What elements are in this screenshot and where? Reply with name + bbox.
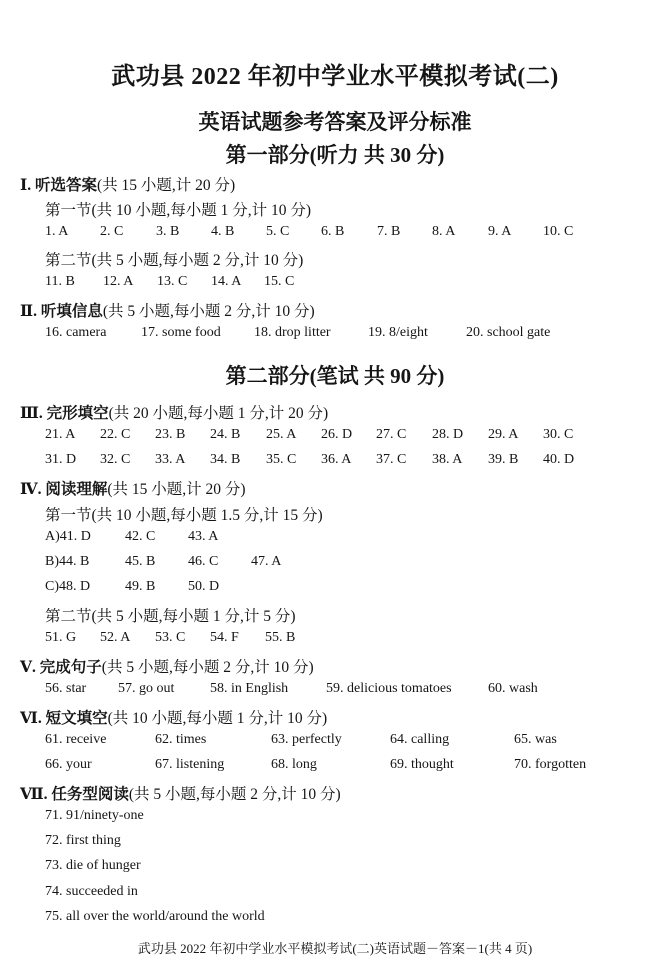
answer-item: 34. B <box>210 452 241 467</box>
part-two-heading: 第二部分(笔试 共 90 分) <box>225 364 445 388</box>
section-7-info: (共 5 小题,每小题 2 分,计 10 分) <box>128 786 341 803</box>
answer-item: 32. C <box>100 452 131 467</box>
answer-item: 12. A <box>103 274 134 289</box>
answer-item: 23. B <box>155 427 186 442</box>
answer-item: 47. A <box>251 554 282 569</box>
answer-item: 65. was <box>514 732 557 747</box>
answer-row-61-65 <box>0 732 670 752</box>
answer-item: 43. A <box>188 529 219 544</box>
answer-item: 3. B <box>156 224 180 239</box>
answer-item: 17. some food <box>141 325 221 340</box>
answer-item: 13. C <box>157 274 188 289</box>
answer-item: 36. A <box>321 452 352 467</box>
answer-item: 60. wash <box>488 681 538 696</box>
answer-item: 8. A <box>432 224 456 239</box>
answer-row-31-40 <box>0 452 670 472</box>
answer-row-41-43 <box>0 529 670 549</box>
section-1-heading <box>20 173 235 195</box>
answer-item: 27. C <box>376 427 407 442</box>
answer-item: 69. thought <box>390 757 454 772</box>
answer-item: B)44. B <box>45 554 90 569</box>
answer-row-21-30 <box>0 427 670 447</box>
answer-item: 24. B <box>210 427 241 442</box>
section-5-label: Ⅴ. 完成句子 <box>20 659 102 676</box>
answer-row-48-50 <box>0 579 670 599</box>
section-3-info: (共 20 小题,每小题 1 分,计 20 分) <box>108 405 329 422</box>
section-3-heading <box>20 401 328 423</box>
answer-item: 22. C <box>100 427 131 442</box>
page-footer: 武功县 2022 年初中学业水平模拟考试(二)英语试题－答案－1(共 4 页) <box>137 941 533 956</box>
answer-item: 35. C <box>266 452 297 467</box>
section-2-heading <box>20 299 315 321</box>
section-6-heading <box>20 706 327 728</box>
section-4-info: (共 15 小题,计 20 分) <box>107 481 246 498</box>
answer-row-51-55 <box>0 630 670 650</box>
section-4-heading <box>20 477 246 499</box>
answer-item: 61. receive <box>45 732 107 747</box>
answer-item: 6. B <box>321 224 345 239</box>
answer-item: 33. A <box>155 452 186 467</box>
answer-item: 4. B <box>211 224 235 239</box>
answer-item: 68. long <box>271 757 317 772</box>
answer-item: 67. listening <box>155 757 225 772</box>
section-6-label: Ⅵ. 短文填空 <box>20 710 108 727</box>
answer-item: 58. in English <box>210 681 289 696</box>
answer-item: C)48. D <box>45 579 91 594</box>
answer-line-71: 71. 91/ninety-one <box>45 808 144 823</box>
answer-item: 63. perfectly <box>271 732 342 747</box>
part-one-heading: 第一部分(听力 共 30 分) <box>225 143 445 167</box>
answer-item: 18. drop litter <box>254 325 331 340</box>
answer-item: 15. C <box>264 274 295 289</box>
answer-item: 10. C <box>543 224 574 239</box>
answer-item: 14. A <box>211 274 242 289</box>
answer-item: 38. A <box>432 452 463 467</box>
section-4-label: Ⅳ. 阅读理解 <box>20 481 108 498</box>
answer-item: 31. D <box>45 452 77 467</box>
section-7-heading <box>20 782 341 804</box>
answer-item: 50. D <box>188 579 220 594</box>
section-5-heading <box>20 655 314 677</box>
section-7-label: Ⅶ. 任务型阅读 <box>20 786 129 803</box>
section-3-label: Ⅲ. 完形填空 <box>20 405 109 422</box>
page-title: 武功县 2022 年初中学业水平模拟考试(二) <box>111 64 559 90</box>
answer-line-73: 73. die of hunger <box>45 858 141 873</box>
section-4-sub-2: 第二节(共 5 小题,每小题 1 分,计 5 分) <box>45 608 296 625</box>
answer-item: 55. B <box>265 630 296 645</box>
answer-item: 46. C <box>188 554 219 569</box>
answer-item: 39. B <box>488 452 519 467</box>
answer-item: 45. B <box>125 554 156 569</box>
answer-item: 21. A <box>45 427 76 442</box>
section-6-info: (共 10 小题,每小题 1 分,计 10 分) <box>107 710 328 727</box>
answer-item: 2. C <box>100 224 124 239</box>
answer-row-44-47 <box>0 554 670 574</box>
section-2-label: Ⅱ. 听填信息 <box>20 303 103 320</box>
section-1-label: Ⅰ. 听选答案 <box>20 177 98 194</box>
answer-item: 11. B <box>45 274 75 289</box>
answer-line-74: 74. succeeded in <box>45 884 138 899</box>
answer-item: 29. A <box>488 427 519 442</box>
answer-item: 62. times <box>155 732 207 747</box>
section-2-info: (共 5 小题,每小题 2 分,计 10 分) <box>102 303 315 320</box>
answer-row-16-20 <box>0 325 670 345</box>
section-4-sub-1: 第一节(共 10 小题,每小题 1.5 分,计 15 分) <box>45 507 323 524</box>
section-1-sub-2: 第二节(共 5 小题,每小题 2 分,计 10 分) <box>45 252 304 269</box>
answer-line-72: 72. first thing <box>45 833 121 848</box>
answer-row-1-10 <box>0 224 670 244</box>
answer-item: 52. A <box>100 630 131 645</box>
answer-item: 1. A <box>45 224 69 239</box>
answer-row-56-60 <box>0 681 670 701</box>
answer-item: 9. A <box>488 224 512 239</box>
answer-row-66-70 <box>0 757 670 777</box>
answer-item: A)41. D <box>45 529 91 544</box>
answer-item: 56. star <box>45 681 87 696</box>
page-subtitle: 英语试题参考答案及评分标准 <box>198 110 472 134</box>
answer-item: 28. D <box>432 427 464 442</box>
section-1-sub-1: 第一节(共 10 小题,每小题 1 分,计 10 分) <box>45 202 312 219</box>
answer-item: 64. calling <box>390 732 450 747</box>
answer-item: 20. school gate <box>466 325 551 340</box>
answer-line-75: 75. all over the world/around the world <box>45 909 265 924</box>
answer-item: 53. C <box>155 630 186 645</box>
answer-item: 54. F <box>210 630 239 645</box>
answer-item: 59. delicious tomatoes <box>326 681 452 696</box>
answer-item: 49. B <box>125 579 156 594</box>
answer-item: 25. A <box>266 427 297 442</box>
answer-item: 37. C <box>376 452 407 467</box>
section-5-info: (共 5 小题,每小题 2 分,计 10 分) <box>101 659 314 676</box>
answer-item: 5. C <box>266 224 290 239</box>
answer-item: 19. 8/eight <box>368 325 428 340</box>
answer-item: 57. go out <box>118 681 175 696</box>
answer-item: 7. B <box>377 224 401 239</box>
answer-item: 16. camera <box>45 325 107 340</box>
answer-item: 51. G <box>45 630 77 645</box>
answer-item: 70. forgotten <box>514 757 587 772</box>
answer-item: 40. D <box>543 452 575 467</box>
section-1-info: (共 15 小题,计 20 分) <box>97 177 236 194</box>
answer-row-11-15 <box>0 274 670 294</box>
answer-item: 42. C <box>125 529 156 544</box>
answer-item: 30. C <box>543 427 574 442</box>
answer-item: 66. your <box>45 757 92 772</box>
answer-item: 26. D <box>321 427 353 442</box>
